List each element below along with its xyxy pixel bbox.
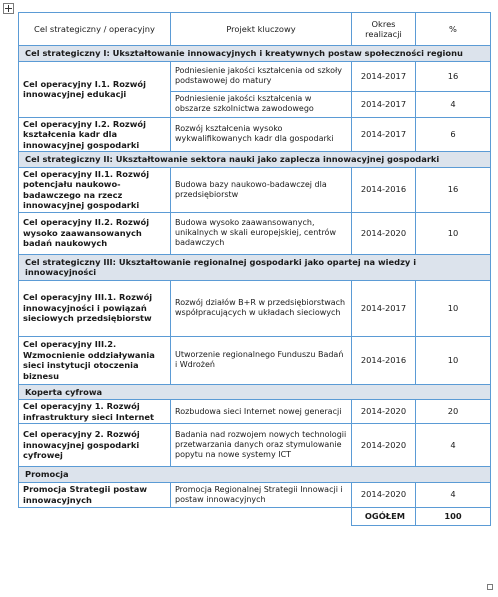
total-row bbox=[19, 507, 491, 525]
period-cell: 2014-2017 bbox=[352, 280, 416, 336]
percent-cell: 4 bbox=[416, 482, 491, 507]
table-row bbox=[19, 212, 491, 254]
project-cell: Budowa bazy naukowo-badawczej dla przedsiębiorstw bbox=[171, 167, 352, 212]
header-percent: % bbox=[416, 13, 491, 46]
percent-cell: 10 bbox=[416, 212, 491, 254]
total-spacer bbox=[171, 507, 352, 525]
strategy-table bbox=[18, 12, 491, 526]
project-cell: Rozwój kształcenia wysoko wykwalifikowanych kadr dla gospodarki bbox=[171, 117, 352, 152]
period-cell: 2014-2017 bbox=[352, 117, 416, 152]
operational-goal-cell: Cel operacyjny 1. Rozwój infrastruktury sieci Internet bbox=[19, 400, 171, 424]
percent-cell: 10 bbox=[416, 280, 491, 336]
project-cell: Badania nad rozwojem nowych technologii przetwarzania danych oraz stymulowanie popytu na nowe systemy ICT bbox=[171, 424, 352, 467]
header-project: Projekt kluczowy bbox=[171, 13, 352, 46]
project-cell: Promocja Regionalnej Strategii Innowacji i postaw innowacyjnych bbox=[171, 482, 352, 507]
header-goal: Cel strategiczny / operacyjny bbox=[19, 13, 171, 46]
operational-goal-cell: Cel operacyjny I.2. Rozwój kształcenia kadr dla innowacyjnej gospodarki bbox=[19, 117, 171, 152]
period-cell: 2014-2016 bbox=[352, 167, 416, 212]
percent-cell: 20 bbox=[416, 400, 491, 424]
section-title: Koperta cyfrowa bbox=[19, 384, 491, 400]
percent-cell: 16 bbox=[416, 167, 491, 212]
period-cell: 2014-2017 bbox=[352, 61, 416, 91]
total-label: OGÓŁEM bbox=[352, 507, 416, 525]
section-row bbox=[19, 384, 491, 400]
operational-goal-cell: Cel operacyjny II.2. Rozwój wysoko zaawansowanych badań naukowych bbox=[19, 212, 171, 254]
section-title: Cel strategiczny III: Ukształtowanie regionalnej gospodarki jako opartej na wiedzy i innowacyjności bbox=[19, 254, 491, 280]
table-row bbox=[19, 167, 491, 212]
section-row bbox=[19, 467, 491, 483]
percent-cell: 4 bbox=[416, 424, 491, 467]
percent-cell: 10 bbox=[416, 336, 491, 384]
project-cell: Podniesienie jakości kształcenia od szkoły podstawowej do matury bbox=[171, 61, 352, 91]
project-cell: Budowa wysoko zaawansowanych, unikalnych w skali europejskiej, centrów badawczych bbox=[171, 212, 352, 254]
section-title: Cel strategiczny II: Ukształtowanie sektora nauki jako zaplecza innowacyjnej gospodarki bbox=[19, 152, 491, 168]
period-cell: 2014-2017 bbox=[352, 91, 416, 117]
percent-cell: 6 bbox=[416, 117, 491, 152]
period-cell: 2014-2020 bbox=[352, 212, 416, 254]
section-title: Promocja bbox=[19, 467, 491, 483]
operational-goal-cell: Cel operacyjny II.1. Rozwój potencjału naukowo-badawczego na rzecz innowacyjnej gospodarki bbox=[19, 167, 171, 212]
project-cell: Rozbudowa sieci Internet nowej generacji bbox=[171, 400, 352, 424]
table-move-handle-icon[interactable] bbox=[3, 3, 14, 14]
table-row bbox=[19, 280, 491, 336]
percent-cell: 4 bbox=[416, 91, 491, 117]
period-cell: 2014-2020 bbox=[352, 400, 416, 424]
period-cell: 2014-2020 bbox=[352, 424, 416, 467]
table-row bbox=[19, 117, 491, 152]
section-row bbox=[19, 46, 491, 62]
table-resize-handle-icon[interactable] bbox=[487, 584, 493, 590]
project-cell: Podniesienie jakości kształcenia w obszarze szkolnictwa zawodowego bbox=[171, 91, 352, 117]
total-value: 100 bbox=[416, 507, 491, 525]
operational-goal-cell: Cel operacyjny III.2. Wzmocnienie oddziaływania sieci instytucji otoczenia biznesu bbox=[19, 336, 171, 384]
table-row bbox=[19, 336, 491, 384]
percent-cell: 16 bbox=[416, 61, 491, 91]
section-row bbox=[19, 152, 491, 168]
section-title: Cel strategiczny I: Ukształtowanie innowacyjnych i kreatywnych postaw społeczności regionu bbox=[19, 46, 491, 62]
total-spacer bbox=[19, 507, 171, 525]
table-row bbox=[19, 424, 491, 467]
table-row bbox=[19, 61, 491, 91]
table-row bbox=[19, 400, 491, 424]
period-cell: 2014-2020 bbox=[352, 482, 416, 507]
table-body bbox=[19, 46, 491, 526]
operational-goal-cell: Cel operacyjny I.1. Rozwój innowacyjnej edukacji bbox=[19, 61, 171, 117]
operational-goal-cell: Cel operacyjny 2. Rozwój innowacyjnej gospodarki cyfrowej bbox=[19, 424, 171, 467]
project-cell: Rozwój działów B+R w przedsiębiorstwach współpracujących w układach sieciowych bbox=[171, 280, 352, 336]
header-period: Okres realizacji bbox=[352, 13, 416, 46]
section-row bbox=[19, 254, 491, 280]
table-row bbox=[19, 482, 491, 507]
table-header-row bbox=[19, 13, 491, 46]
period-cell: 2014-2016 bbox=[352, 336, 416, 384]
operational-goal-cell: Cel operacyjny III.1. Rozwój innowacyjności i powiązań sieciowych przedsiębiorstw bbox=[19, 280, 171, 336]
project-cell: Utworzenie regionalnego Funduszu Badań i Wdrożeń bbox=[171, 336, 352, 384]
operational-goal-cell: Promocja Strategii postaw innowacyjnych bbox=[19, 482, 171, 507]
